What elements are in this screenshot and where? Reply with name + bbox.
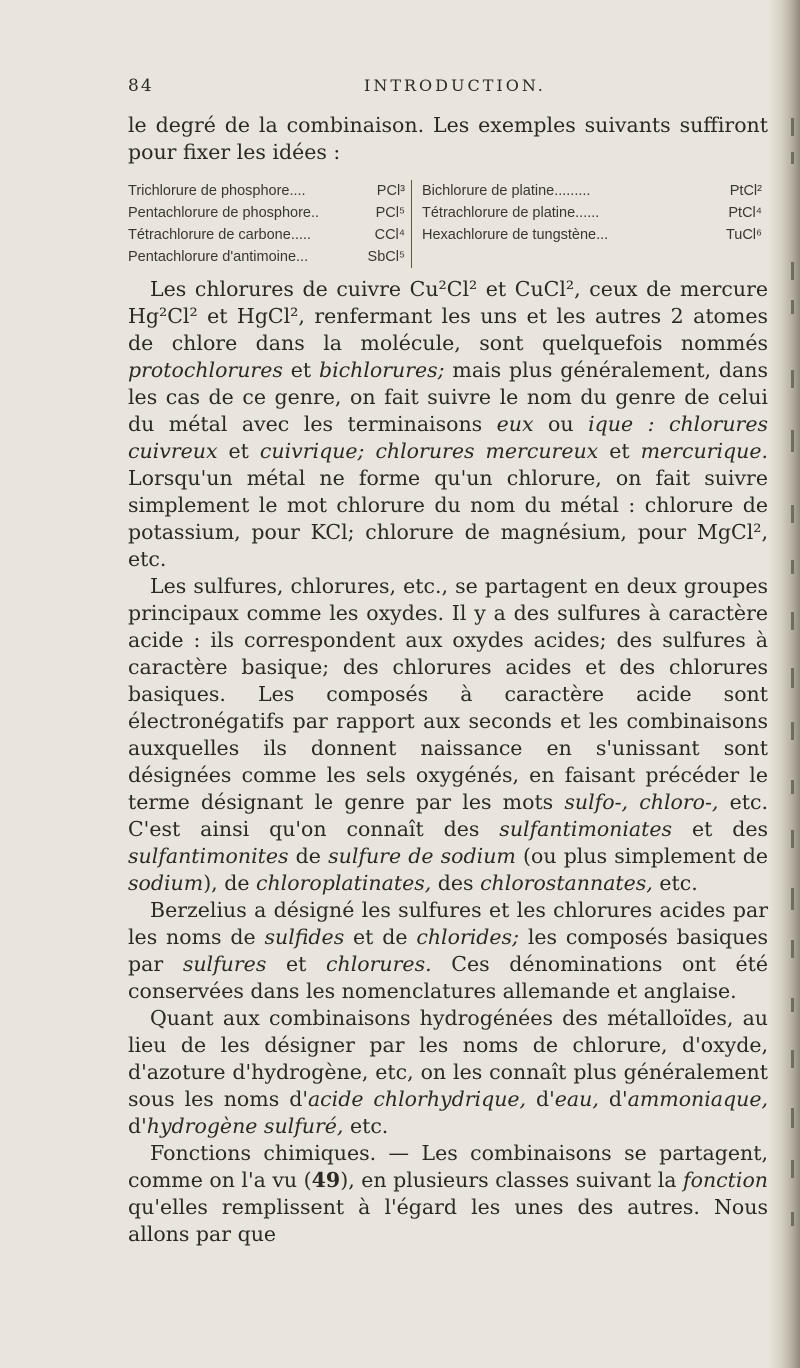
text-run: et — [598, 439, 641, 463]
text-run: ou — [533, 412, 589, 436]
text-run: Ces dénominations ont été conservées dans les nomenclatures allemande et anglaise. — [128, 952, 768, 1003]
italic-term: chlorostannates, — [480, 871, 653, 895]
italic-term: eux — [496, 412, 534, 436]
text-run: d' — [598, 1087, 628, 1111]
compound-formula: PtCl⁴ — [728, 205, 762, 221]
table-row — [422, 224, 762, 246]
compound-name: Bichlorure de platine......... — [422, 183, 591, 199]
italic-term: mercurique. — [640, 439, 768, 463]
section-reference: 49 — [311, 1168, 341, 1192]
page-edge-marks — [782, 0, 794, 1368]
italic-term: fonction — [683, 1168, 768, 1192]
text-run: de — [288, 844, 329, 868]
italic-term: sulfantimoniates — [499, 817, 673, 841]
text-run: ), en plusieurs classes suivant la — [340, 1168, 684, 1192]
text-run: Lorsqu'un métal ne forme qu'un chlorure, on fait suivre simplement le mot chlorure du nom du métal : chlorure de potassium, pour KCl; chlorure de magnésium, pour MgCl², etc. — [128, 466, 768, 571]
italic-term: ammoniaque, — [627, 1087, 769, 1111]
compound-name: Tétrachlorure de platine...... — [422, 205, 600, 221]
text-run: etc. — [343, 1114, 389, 1138]
text-run: etc. — [652, 871, 698, 895]
text-run: et de — [344, 925, 417, 949]
table-column-right — [412, 180, 762, 268]
page-number: 84 — [128, 76, 154, 96]
text-run: et — [217, 439, 260, 463]
header-title: INTRODUCTION. — [364, 76, 546, 95]
paragraph-hydrogen-compounds — [128, 1005, 768, 1140]
table-row — [128, 246, 405, 268]
page-edge — [770, 0, 800, 1368]
text-run: et — [282, 358, 319, 382]
italic-term: hydrogène sulfuré, — [146, 1114, 344, 1138]
text-run: et des — [672, 817, 768, 841]
compound-name: Trichlorure de phosphore.... — [128, 183, 306, 199]
text-run: — Les combinaisons se partagent, comme on l'a vu ( — [128, 1141, 768, 1192]
chloride-examples-table — [128, 180, 768, 268]
text-run: ), de — [203, 871, 256, 895]
italic-term: sulfure de sodium — [328, 844, 516, 868]
text-run: Les sulfures, chlorures, etc., se partagent en deux groupes principaux comme les oxydes. Il y a des sulfures à caractère acide : ils correspondent aux oxydes acides; des sulfures à caractère basique; des chlorures acides et des chlorures basiques. Les composés à caractère acide sont électronégatifs par rapport aux seconds et les combinaisons auxquelles ils donnent naissance en s'unissant sont désignées comme les sels oxygénés, en faisant précéder le terme désignant le genre par les mots — [128, 574, 768, 814]
text-run: mais plus généralement, dans les cas de ce genre, on fait suivre le nom du genre de celui du métal avec les terminaisons — [128, 358, 768, 436]
italic-term: sulfantimonites — [128, 844, 289, 868]
italic-term: eau, — [554, 1087, 599, 1111]
italic-term: protochlorures — [128, 358, 283, 382]
table-column-left — [128, 180, 412, 268]
text-run: Les chlorures de cuivre Cu²Cl² et CuCl², ceux de mercure Hg²Cl² et HgCl², renfermant les uns et les autres 2 atomes de chlore dans la molécule, sont quelquefois nommés — [128, 277, 768, 355]
italic-term: ique : chlorures cuivreux — [128, 412, 769, 463]
table-row — [422, 202, 762, 224]
paragraph-berzelius — [128, 897, 768, 1005]
table-row — [128, 202, 405, 224]
table-row — [422, 180, 762, 202]
italic-term: chloroplatinates, — [256, 871, 432, 895]
text-run: (ou plus simplement de — [515, 844, 768, 868]
italic-term: sulfures — [182, 952, 267, 976]
text-run: et — [266, 952, 327, 976]
italic-term: sulfides — [264, 925, 345, 949]
text-run: des — [431, 871, 481, 895]
compound-formula: TuCl⁶ — [725, 227, 762, 243]
text-run: etc. C'est ainsi qu'on connaît des — [128, 790, 768, 841]
text-run: d' — [128, 1114, 147, 1138]
text-run: Berzelius a désigné les sulfures et les chlorures acides par les noms de — [128, 898, 768, 949]
compound-name: Hexachlorure de tungstène... — [422, 227, 609, 243]
text-run: les composés basiques par — [128, 925, 768, 976]
table-row — [128, 180, 405, 202]
paragraph-sulfides-chlorides-groups — [128, 573, 768, 897]
compound-formula: CCl⁴ — [374, 227, 405, 243]
section-heading: Fonctions chimiques. — [150, 1141, 377, 1165]
italic-term: chlorides; — [416, 925, 519, 949]
italic-term: sulfo-, chloro-, — [564, 790, 719, 814]
running-head — [128, 76, 768, 100]
page-body — [128, 112, 768, 1248]
compound-formula: PtCl² — [729, 183, 762, 199]
paragraph-chemical-functions — [128, 1140, 768, 1248]
compound-name: Pentachlorure de phosphore.. — [128, 205, 320, 221]
compound-formula: PCl³ — [376, 183, 405, 199]
compound-name: Pentachlorure d'antimoine... — [128, 249, 309, 265]
italic-term: chlorures. — [326, 952, 432, 976]
italic-term: bichlorures; — [318, 358, 445, 382]
text-run: qu'elles remplissent à l'égard les unes des autres. Nous allons par que — [128, 1195, 768, 1246]
italic-term: acide chlorhydrique, — [307, 1087, 527, 1111]
italic-term: sodium — [128, 871, 204, 895]
paragraph-copper-mercury-chlorides — [128, 276, 768, 573]
compound-name: Tétrachlorure de carbone..... — [128, 227, 311, 243]
text-run: d' — [526, 1087, 555, 1111]
table-row — [128, 224, 405, 246]
compound-formula: PCl⁵ — [375, 205, 405, 221]
compound-formula: SbCl⁵ — [367, 249, 405, 265]
intro-paragraph: le degré de la combinaison. Les exemples suivants suffiront pour fixer les idées : — [128, 113, 768, 164]
italic-term: cuivrique; chlorures mercureux — [259, 439, 599, 463]
text-run: Quant aux combinaisons hydrogénées des métalloïdes, au lieu de les désigner par les noms de chlorure, d'oxyde, d'azoture d'hydrogène, etc, on les connaît plus généralement sous les noms d' — [128, 1006, 768, 1111]
